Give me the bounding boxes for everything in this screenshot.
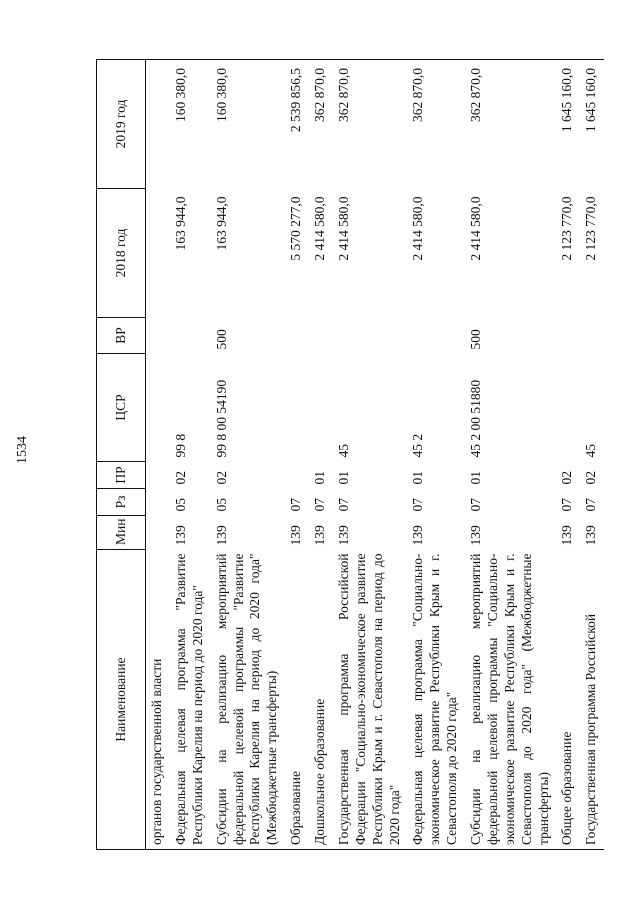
cell-min: 139 — [583, 525, 599, 546]
cell-pr: 02 — [583, 471, 599, 485]
cell-csr — [309, 354, 333, 462]
cell-csr — [285, 354, 309, 462]
cell-pr: 02 — [172, 471, 188, 485]
cell-min: 139 — [213, 525, 229, 546]
cell-csr — [556, 354, 580, 462]
cell-y2019: 1 645 160,0 — [580, 60, 604, 189]
cell-vr — [170, 318, 211, 354]
cell-rz — [146, 489, 170, 516]
cell-y2018: 2 123 770,0 — [583, 196, 599, 261]
table-row — [333, 60, 408, 850]
cell-rz: 05 — [213, 498, 229, 512]
header-csr: ЦСР — [97, 354, 146, 462]
cell-csr: 45 — [335, 444, 351, 458]
table-row — [556, 60, 580, 850]
cell-rz: 07 — [559, 498, 575, 512]
cell-y2019: 1 645 160,0 — [556, 60, 580, 189]
cell-y2018: 163 944,0 — [172, 196, 188, 251]
cell-y2018: 2 414 580,0 — [468, 196, 483, 261]
cell-name: Государственная программа Российской Федерации "Социально-экономическое развитие Республики Крым и г. Севастополя на период до 2020 года" — [333, 550, 408, 850]
cell-vr — [309, 318, 333, 354]
table-row — [285, 60, 309, 850]
cell-vr: 500 — [213, 329, 229, 350]
cell-name: органов государственной власти — [146, 550, 170, 850]
cell-min: 139 — [172, 525, 188, 546]
cell-name: Федеральная целевая программа "Развитие Республики Карелия на период до 2020 года" — [170, 550, 211, 850]
cell-name: Федеральная целевая программа "Социально-экономическое развитие Республики Крым и г. Севастополя до 2020 года" — [407, 550, 465, 850]
header-vr: ВР — [97, 318, 146, 354]
cell-vr — [580, 318, 604, 354]
cell-pr: 01 — [312, 471, 327, 485]
cell-csr — [146, 354, 170, 462]
header-2019: 2019 год — [97, 60, 146, 189]
cell-rz: 07 — [312, 498, 327, 512]
cell-pr — [285, 462, 309, 489]
cell-name: Образование — [285, 550, 309, 850]
cell-rz: 07 — [288, 498, 304, 512]
cell-y2019: 160 380,0 — [170, 60, 211, 189]
cell-y2019: 362 870,0 — [309, 60, 333, 189]
cell-rz: 05 — [172, 498, 188, 512]
cell-name: Общее образование — [556, 550, 580, 850]
header-rz: Рз — [97, 489, 146, 516]
cell-pr: 01 — [410, 471, 426, 485]
cell-pr: 01 — [468, 471, 483, 485]
cell-name: Дошкольное образование — [309, 550, 333, 850]
cell-min: 139 — [559, 525, 575, 546]
cell-y2019: 362 870,0 — [465, 60, 556, 189]
cell-rz: 07 — [410, 498, 426, 512]
cell-csr: 45 2 00 51880 — [468, 379, 483, 458]
cell-y2018: 2 414 580,0 — [312, 196, 327, 261]
table-row — [309, 60, 333, 850]
cell-vr — [556, 318, 580, 354]
page-number: 1534 — [15, 436, 30, 464]
cell-y2019: 362 870,0 — [333, 60, 408, 189]
cell-y2019: 2 539 856,5 — [285, 60, 309, 189]
table-row — [465, 60, 556, 850]
cell-min — [146, 516, 170, 550]
cell-y2018: 2 123 770,0 — [559, 196, 575, 261]
budget-table — [96, 59, 604, 850]
cell-csr: 45 2 — [410, 433, 426, 458]
cell-min: 139 — [335, 525, 351, 546]
cell-rz: 07 — [335, 498, 351, 512]
cell-vr — [285, 318, 309, 354]
table-row — [407, 60, 465, 850]
header-2018: 2018 год — [97, 189, 146, 318]
header-name: Наименование — [97, 550, 146, 850]
budget-table-sheet — [96, 60, 599, 850]
table-row — [211, 60, 286, 850]
cell-vr — [407, 318, 465, 354]
cell-y2019 — [146, 60, 170, 189]
cell-y2018: 2 414 580,0 — [335, 196, 351, 261]
cell-name: Государственная программа Российской — [580, 550, 604, 850]
cell-y2019: 362 870,0 — [407, 60, 465, 189]
cell-csr: 99 8 — [172, 433, 188, 458]
cell-pr: 02 — [559, 471, 575, 485]
cell-min: 139 — [468, 525, 483, 546]
cell-y2018: 5 570 277,0 — [288, 196, 304, 261]
cell-pr: 01 — [335, 471, 351, 485]
table-header-row — [97, 60, 146, 850]
cell-min: 139 — [410, 525, 426, 546]
cell-y2018: 2 414 580,0 — [410, 196, 426, 261]
table-row — [170, 60, 211, 850]
header-pr: ПР — [97, 462, 146, 489]
cell-min: 139 — [312, 525, 327, 546]
cell-vr: 500 — [468, 329, 483, 350]
cell-pr — [146, 462, 170, 489]
table-row — [146, 60, 170, 850]
cell-vr — [333, 318, 408, 354]
cell-y2019: 160 380,0 — [211, 60, 286, 189]
cell-csr: 99 8 00 54190 — [213, 379, 229, 458]
table-row — [580, 60, 604, 850]
cell-y2018 — [146, 189, 170, 318]
cell-pr: 02 — [213, 471, 229, 485]
cell-rz: 07 — [583, 498, 599, 512]
cell-rz: 07 — [468, 498, 483, 512]
cell-y2018: 163 944,0 — [213, 196, 229, 251]
header-min: Мин — [97, 516, 146, 550]
cell-min: 139 — [288, 525, 304, 546]
cell-name: Субсидии на реализацию мероприятий федеральной целевой программы "Социально-экономическое развитие Республики Крым и г. Севастополя до 2020 года" (Межбюджетные трансферты) — [465, 550, 556, 850]
cell-vr — [146, 318, 170, 354]
cell-name: Субсидии на реализацию мероприятий федеральной целевой программы "Развитие Республики Карелия на период до 2020 года" (Межбюджетные трансферты) — [211, 550, 286, 850]
cell-csr: 45 — [583, 444, 599, 458]
